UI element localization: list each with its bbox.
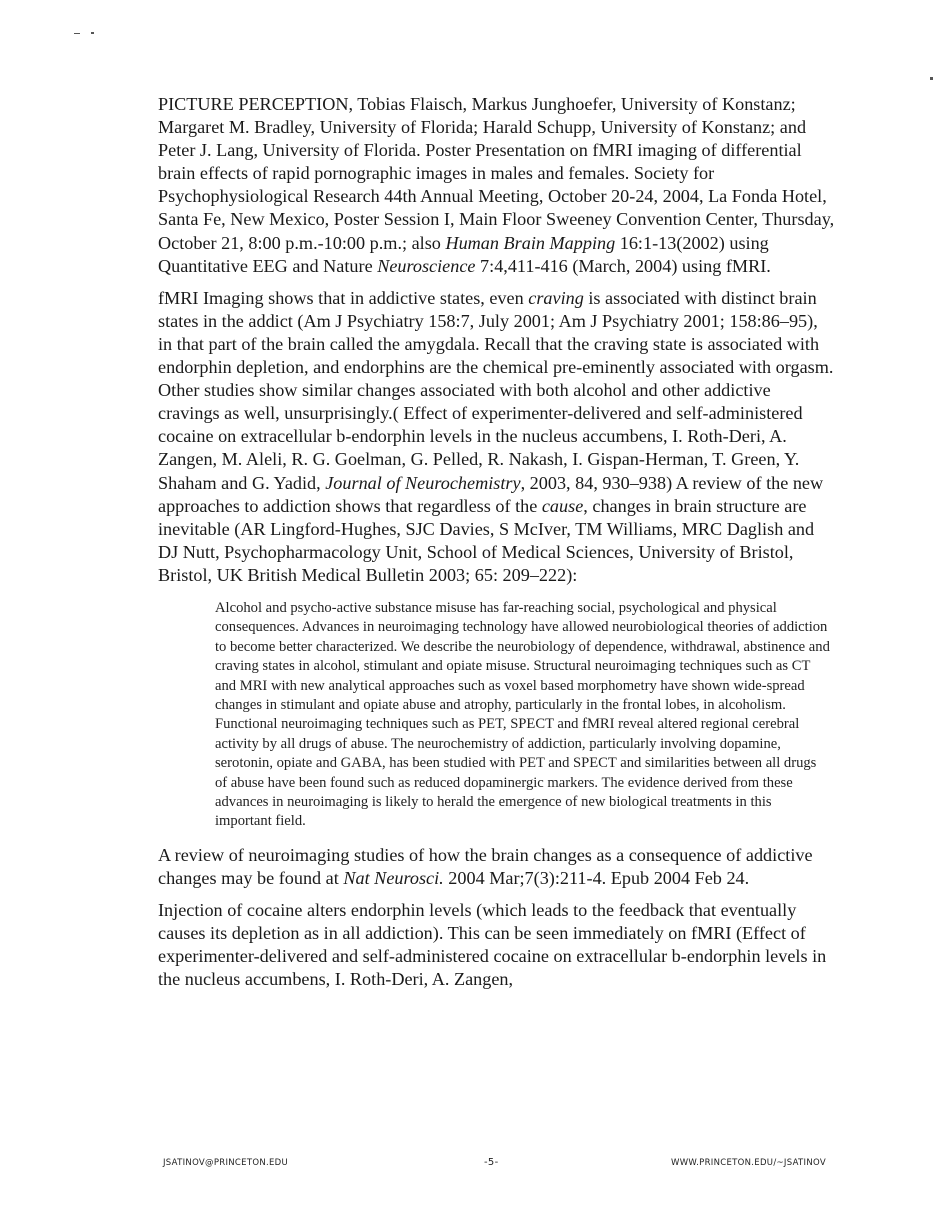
text-segment: 16:1-13(2002) using Quantitative EEG and Nature [158,232,769,276]
text-segment: , 2003, 84, 930–938) A review of the new approaches to addiction shows that regardless of the [158,472,824,516]
italic-segment: cause [541,495,584,516]
text-segment: fMRI Imaging shows that in addictive states, even [158,287,529,308]
text-segment: Injection of cocaine alters endorphin levels (which leads to the feedback that eventually causes its depletion as in all addiction). This can be seen immediately on fMRI (Effect of experimenter-delivered and self-administered cocaine on extracellular b-endorphin levels in the nucleus accumbens, I. Roth-Deri, A. Zangen, [158,900,827,990]
italic-segment: Journal of Neurochemistry [325,472,521,493]
text-segment: is associated with distinct brain states in the addict (Am J Psychiatry 158:7, July 2001; Am J Psychiatry 2001; 158:86–95), in that part of the brain called the amygdala. Recall that the craving state is associated with endorphin depletion, and endorphins are the chemical pre-eminently associated with orgasm. Other studies show similar changes associated with both alcohol and other addictive cravings as well, unsurprisingly.( Effect of experimenter-delivered and self-administered cocaine on extracellular b-endorphin levels in the nucleus accumbens, I. Roth-Deri, A. Zangen, M. Aleli, R. G. Goelman, G. Pelled, R. Nakash, I. Gispan-Herman, T. Green, Y. Shaham and G. Yadid, [158,287,834,493]
document-body [158,93,836,1000]
italic-segment: Nat Neurosci. [343,867,444,888]
scan-speck [91,32,94,34]
paragraph-3 [158,844,836,890]
scan-speck [930,77,933,80]
block-quote: Alcohol and psycho-active substance misuse has far-reaching social, psychological and physical consequences. Advances in neuroimaging technology have allowed neurobiological theories of addiction to become better characterized. We describe the neurobiology of dependence, withdrawal, abstinence and craving states in alcohol, stimulant and opiate misuse. Structural neuroimaging techniques such as CT and MRI with new analytical approaches such as voxel based morphometry have shown wide-spread changes in stimulant and opiate abuse and atrophy, particularly in the frontal lobes, in alcoholism. Functional neuroimaging techniques such as PET, SPECT and fMRI reveal altered regional cerebral activity by all drugs of abuse. The neurochemistry of addiction, particularly involving dopamine, serotonin, opiate and GABA, has been studied with PET and SPECT and similarities between all drugs of abuse have been found such as reduced dopaminergic markers. The evidence derived from these advances in neuroimaging is likely to herald the emergence of new biological treatments in this important field. [215,599,830,830]
text-segment: 7:4,411-416 (March, 2004) using fMRI. [475,255,771,276]
italic-segment: Human Brain Mapping [445,232,616,253]
footer-website: WWW.PRINCETON.EDU/~JSATINOV [671,1158,826,1168]
paragraph-4 [158,899,836,991]
text-segment: 2004 Mar;7(3):211-4. Epub 2004 Feb 24. [443,867,750,888]
footer-page-number: -5- [484,1157,499,1168]
text-segment: , changes in brain structure are inevitable (AR Lingford-Hughes, SJC Davies, S McIver, TM Williams, MRC Daglish and DJ Nutt, Psychopharmacology Unit, School of Medical Sciences, University of Bristol, Bristol, UK British Medical Bulletin 2003; 65: 209–222): [158,495,815,585]
paragraph-2 [158,287,836,587]
italic-segment: craving [528,287,584,308]
text-segment: PICTURE PERCEPTION, Tobias Flaisch, Markus Junghoefer, University of Konstanz; Margaret M. Bradley, University of Florida; Harald Schupp, University of Konstanz; and Peter J. Lang, University of Florida. Poster Presentation on fMRI imaging of differential brain effects of rapid pornographic images in males and females. Society for Psychophysiological Research 44th Annual Meeting, October 20-24, 2004, La Fonda Hotel, Santa Fe, New Mexico, Poster Session I, Main Floor Sweeney Convention Center, Thursday, October 21, 8:00 p.m.-10:00 p.m.; also [158,94,835,253]
italic-segment: Neuroscience [377,255,476,276]
paragraph-1 [158,93,836,278]
scan-speck [74,33,80,34]
text-segment: A review of neuroimaging studies of how the brain changes as a consequence of addictive changes may be found at [158,844,813,888]
footer-email: JSATINOV@PRINCETON.EDU [163,1158,289,1168]
